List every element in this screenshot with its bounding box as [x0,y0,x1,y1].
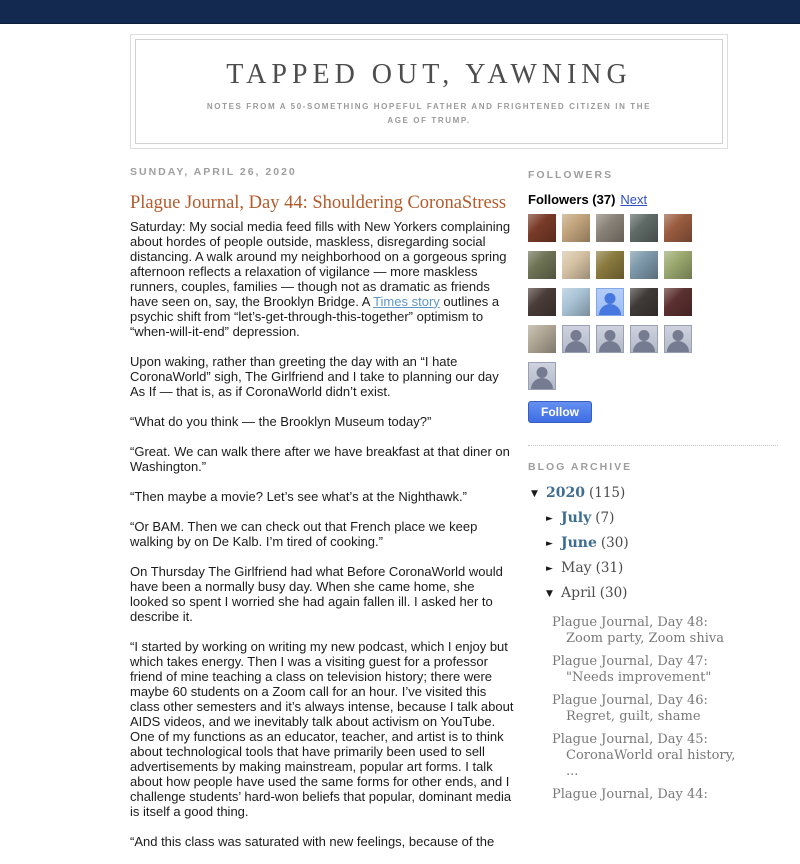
follower-avatar-photo[interactable] [528,325,556,353]
follower-avatar-photo[interactable] [528,214,556,242]
follower-avatar-default[interactable] [630,325,658,353]
post-paragraph: “Great. We can walk there after we have breakfast at that diner on Washington.” [130,443,510,474]
archive-row-july [528,510,792,526]
post-paragraph: “Then maybe a movie? Let’s see what’s at the Nighthawk.” [130,488,467,504]
post-paragraph: “And this class was saturated with new feelings, because of the [130,833,495,849]
follower-avatar-default[interactable] [562,325,590,353]
archive-row-june [528,535,792,551]
archive-post-link[interactable]: Plague Journal, Day 46: Regret, guilt, shame [552,692,708,724]
follow-button[interactable]: Follow [528,401,592,423]
archive-count: (31) [595,559,624,576]
expand-arrow-icon[interactable]: ► [546,513,553,524]
archive-post-link[interactable]: Plague Journal, Day 45: CoronaWorld oral history, ... [552,731,736,779]
follower-avatar-photo[interactable] [528,288,556,316]
archive-row-2020 [528,485,792,501]
times-story-link[interactable]: Times story [373,293,440,309]
archive-post-link[interactable]: Plague Journal, Day 47: "Needs improvement" [552,653,712,685]
post-paragraph: “I started by working on writing my new podcast, which I enjoy but which takes energy. Then I was a visiting guest for a professor friend of mine teaching a class on television history; there were maybe 60 students on a Zoom call for an hour. I’ve visited this class other semesters and it’s always intense, because I talk about AIDS videos, and we inevitably talk about activism on YouTube. One of my functions as an educator, teacher, and artist is to think about technological tools that have primarily been used to sell advertisements by making mainstream, popular art forms. I talk about how people have used the same forms for other ends, and I challenge students’ hard-won beliefs that popular, dominant media is itself a good thing. [130,638,514,819]
archive-post-link[interactable]: Plague Journal, Day 48: Zoom party, Zoom shiva [552,614,724,646]
post-paragraph: On Thursday The Girlfriend had what Before CoronaWorld would have been a normally busy day. When she came home, she looked so spent I worried she had again fallen ill. I asked her to describe it. [130,563,503,624]
followers-count: Followers (37) [528,191,616,207]
paragraph-text: outlines a psychic shift from “let’s-get-through-this-together” optimism to “when-will-it-end” depression. [130,293,500,339]
content-columns [130,166,795,864]
masthead-box [130,34,728,149]
followers-gadget-title: FOLLOWERS [528,168,614,181]
main-column [130,166,515,864]
archive-tree [528,485,792,601]
follower-avatar-photo[interactable] [664,251,692,279]
blog-title-link[interactable]: TAPPED OUT, YAWNING [226,59,632,90]
follower-avatar-photo[interactable] [664,288,692,316]
archive-count: (30) [599,584,628,601]
page-wrapper [130,34,795,864]
followers-avatar-grid [528,214,692,390]
archive-month-link[interactable]: May [561,559,592,576]
archive-month-link[interactable]: April [561,584,596,601]
follower-avatar-photo[interactable] [528,251,556,279]
gadget-separator [528,445,778,446]
followers-next-link[interactable]: Next [620,191,648,207]
archive-count: (115) [588,484,626,501]
follower-avatar-photo[interactable] [562,251,590,279]
follower-avatar-photo[interactable] [596,214,624,242]
follower-avatar-photo[interactable] [630,214,658,242]
post-body [130,219,515,849]
blog-subtitle: NOTES FROM A 50-SOMETHING HOPEFUL FATHER AND FRIGHTENED CITIZEN IN THE AGE OF TRUMP. [206,102,652,126]
collapse-arrow-icon[interactable]: ▼ [546,588,553,599]
masthead-inner [135,39,723,144]
post-paragraph: Upon waking, rather than greeting the day with an “I hate CoronaWorld” sigh, The Girlfriend and I take to planning our day As If — that is, as if CoronaWorld didn’t exist. [130,353,499,399]
archive-count: (30) [600,534,629,551]
follower-avatar-default[interactable] [664,325,692,353]
archive-row-may [528,560,792,576]
followers-heading [528,192,792,208]
expand-arrow-icon[interactable]: ► [546,538,553,549]
post-paragraph: “What do you think — the Brooklyn Museum today?” [130,413,432,429]
follower-avatar-photo[interactable] [562,214,590,242]
expand-arrow-icon[interactable]: ► [546,563,553,574]
follower-avatar-photo[interactable] [664,214,692,242]
follower-avatar-default[interactable] [596,325,624,353]
archive-post-link[interactable]: Plague Journal, Day 44: [552,786,708,802]
archive-month-link[interactable]: July [561,509,592,526]
follower-avatar-photo[interactable] [630,251,658,279]
blogger-navbar [0,0,800,24]
post-paragraph [130,219,515,339]
post-title-link[interactable]: Plague Journal, Day 44: Shouldering CoronaStress [130,192,507,213]
post-paragraph: “Or BAM. Then we can check out that French place we keep walking by on De Kalb. I’m tired of cooking.” [130,518,478,549]
archive-count: (7) [595,509,615,526]
follower-avatar-default[interactable] [528,362,556,390]
follower-avatar-photo[interactable] [630,288,658,316]
follower-avatar-photo[interactable] [596,251,624,279]
post-date: SUNDAY, APRIL 26, 2020 [130,165,297,178]
follower-avatar-photo[interactable] [562,288,590,316]
follower-avatar-default[interactable] [596,288,624,316]
archive-post-list [552,615,748,803]
paragraph-text: Saturday: My social media feed fills with New Yorkers complaining about hordes of people outside, maskless, disregarding social distancing. A walk around my neighborhood on a gorgeous spring afternoon reflects a relaxation of vigilance — more maskless runners, couples, families — though not as dramatic as friends have seen on, say, the Brooklyn Bridge. A [130,218,511,309]
sidebar [528,166,792,864]
archive-gadget-title: BLOG ARCHIVE [528,460,633,473]
archive-month-link[interactable]: June [561,534,597,551]
archive-year-link[interactable]: 2020 [546,484,585,501]
collapse-arrow-icon[interactable]: ▼ [531,488,538,499]
archive-row-april [528,585,792,601]
